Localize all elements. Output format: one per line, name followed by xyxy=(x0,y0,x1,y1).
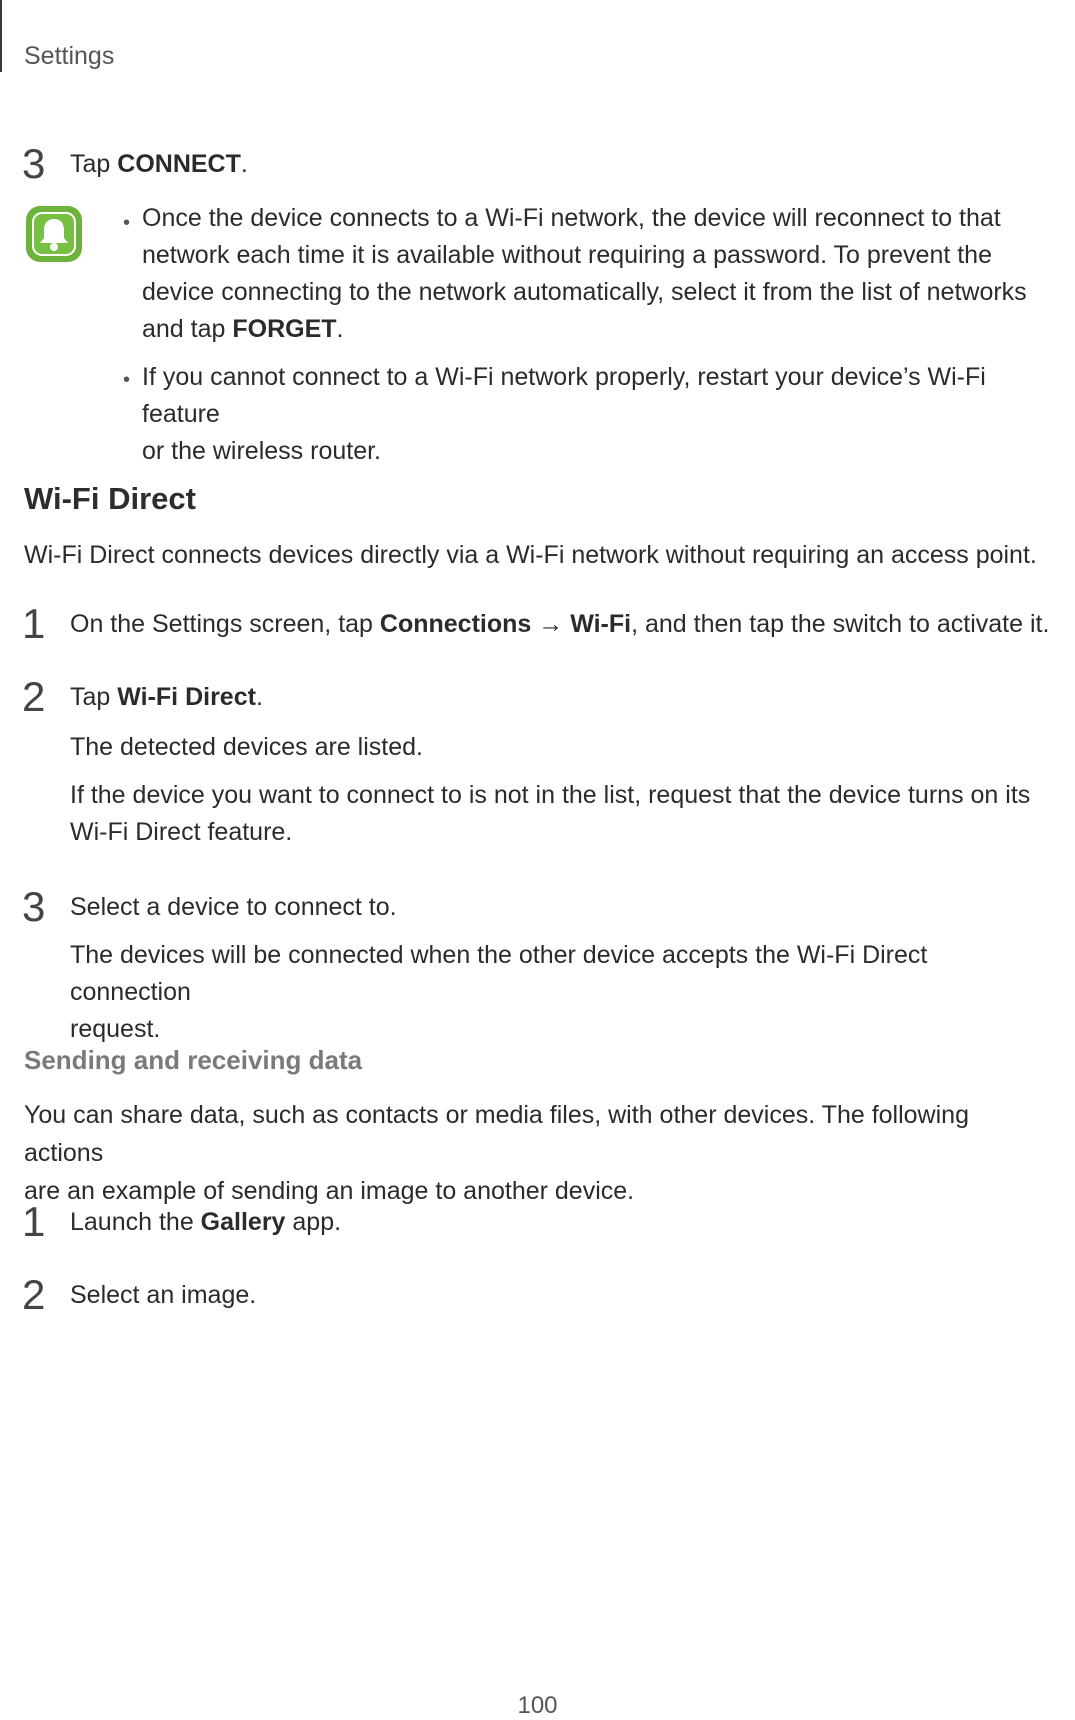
step-number: 3 xyxy=(22,883,46,930)
step-text: On the Settings screen, tap Connections → Wi-Fi, and then tap the switch to activate it. xyxy=(70,610,1050,638)
wifi-direct-intro: Wi-Fi Direct connects devices directly via a Wi-Fi network without requiring an access point. xyxy=(24,541,1037,569)
page-margin-rule xyxy=(0,0,2,72)
step-detail: The devices will be connected when the other device accepts the Wi-Fi Direct connection request. xyxy=(70,941,928,1043)
forget-label: FORGET xyxy=(232,315,337,343)
wifi-direct-heading: Wi-Fi Direct xyxy=(24,481,196,516)
step-text: Select an image. xyxy=(70,1281,257,1309)
step-number: 1 xyxy=(22,600,46,647)
note-bullet-1: Once the device connects to a Wi-Fi network, the device will reconnect to that network each time it is available without requiring a password. To prevent the device connecting to the network automatically, select it from the list of networks and tap FORGET. xyxy=(142,204,1027,343)
step-detail: The detected devices are listed. xyxy=(70,733,423,761)
step-text: Tap CONNECT. xyxy=(70,150,248,178)
step-number: 2 xyxy=(22,1271,46,1318)
step-detail: If the device you want to connect to is not in the list, request that the device turns on its Wi-Fi Direct feature. xyxy=(70,781,1031,846)
bullet-mark: • xyxy=(123,369,131,391)
note-bullet-2: If you cannot connect to a Wi-Fi network properly, restart your device’s Wi-Fi feature or the wireless router. xyxy=(142,363,986,465)
step-number: 1 xyxy=(22,1198,46,1245)
bullet-mark: • xyxy=(123,212,131,234)
step-number: 2 xyxy=(22,673,46,720)
step-text: Tap Wi-Fi Direct. xyxy=(70,683,263,711)
step-text: Launch the Gallery app. xyxy=(70,1208,342,1236)
sending-intro: You can share data, such as contacts or media files, with other devices. The following actions are an example of sending an image to another device. xyxy=(24,1101,969,1205)
sending-receiving-heading: Sending and receiving data xyxy=(24,1045,363,1075)
step-number: 3 xyxy=(22,140,46,187)
step-text: Select a device to connect to. xyxy=(70,893,397,921)
page-number: 100 xyxy=(517,1692,558,1719)
section-header: Settings xyxy=(24,42,115,70)
connect-label: CONNECT xyxy=(117,150,241,178)
notification-bell-icon xyxy=(26,206,82,262)
